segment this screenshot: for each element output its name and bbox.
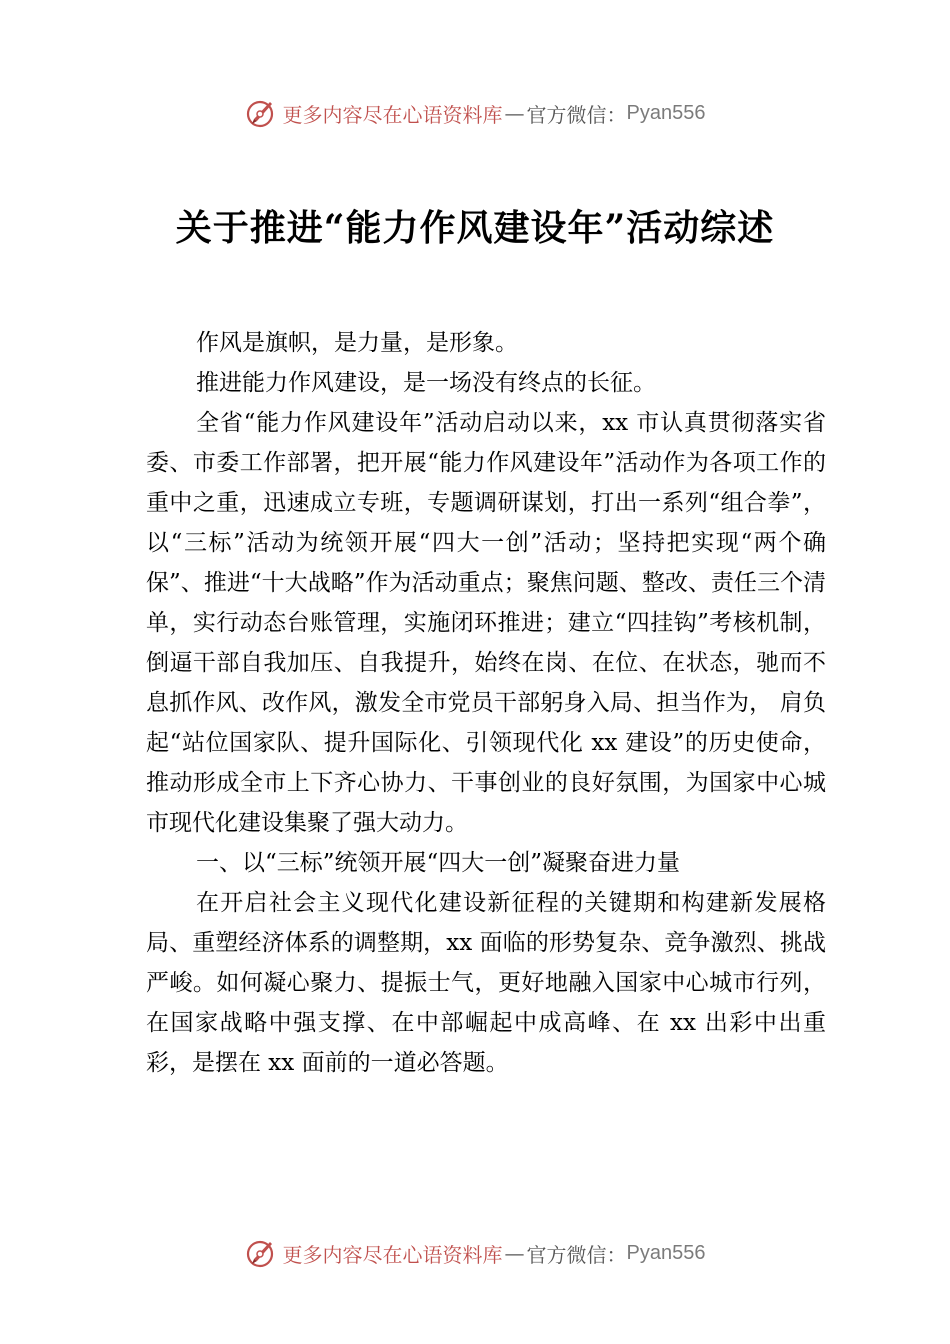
- paragraph: 全省“能力作风建设年”活动启动以来，xx 市认真贯彻落实省委、市委工作部署，把开展“能力作风建设年”活动作为各项工作的重中之重，迅速成立专班，专题调研谋划，打出一系列“组合拳”，以“三标”活动为统领开展“四大一创”活动；坚持把实现“两个确保”、推进“十大战略”作为活动重点；聚焦问题、整改、责任三个清单，实行动态台账管理，实施闭环推进；建立“四挂钩”考核机制，倒逼干部自我加压、自我提升，始终在岗、在位、在状态，驰而不息抓作风、改作风，激发全市党员干部躬身入局、担当作为， 肩负起“站位国家队、提升国际化、引领现代化 xx 建设”的历史使命，推动形成全市上下齐心协力、干事创业的良好氛围，为国家中心城市现代化建设集聚了强大动力。: [146, 410, 826, 836]
- document-body: [146, 323, 826, 1083]
- quill-seal-icon: [245, 1237, 277, 1269]
- header-banner: [0, 95, 950, 131]
- quill-seal-icon: [245, 97, 277, 129]
- paragraph: 在开启社会主义现代化建设新征程的关键期和构建新发展格局、重塑经济体系的调整期，xx 面临的形势复杂、竞争激烈、挑战严峻。如何凝心聚力、提振士气，更好地融入国家中心城市行列，在国家战略中强支撑、在中部崛起中成高峰、在 xx 出彩中出重彩，是摆在 xx 面前的一道必答题。: [146, 890, 826, 1076]
- document-title: 关于推进“能力作风建设年”活动综述: [175, 207, 775, 249]
- paragraph: 推进能力作风建设，是一场没有终点的长征。: [196, 370, 656, 396]
- banner-lead-text: 更多内容尽在心语资料库: [282, 1242, 503, 1267]
- banner-wechat-handle: Pyan556: [626, 1241, 706, 1264]
- banner-lead-text: 更多内容尽在心语资料库: [282, 102, 503, 127]
- banner-separator: —: [504, 101, 525, 125]
- banner-contact-label: 官方微信：: [526, 1242, 627, 1267]
- banner-wechat-handle: Pyan556: [626, 101, 706, 124]
- footer-banner: [0, 1235, 950, 1271]
- paragraph: 作风是旗帜，是力量，是形象。: [196, 330, 518, 356]
- banner-contact-label: 官方微信：: [526, 102, 627, 127]
- section-heading: 一、以“三标”统领开展“四大一创”凝聚奋进力量: [196, 850, 681, 876]
- banner-separator: —: [504, 1241, 525, 1265]
